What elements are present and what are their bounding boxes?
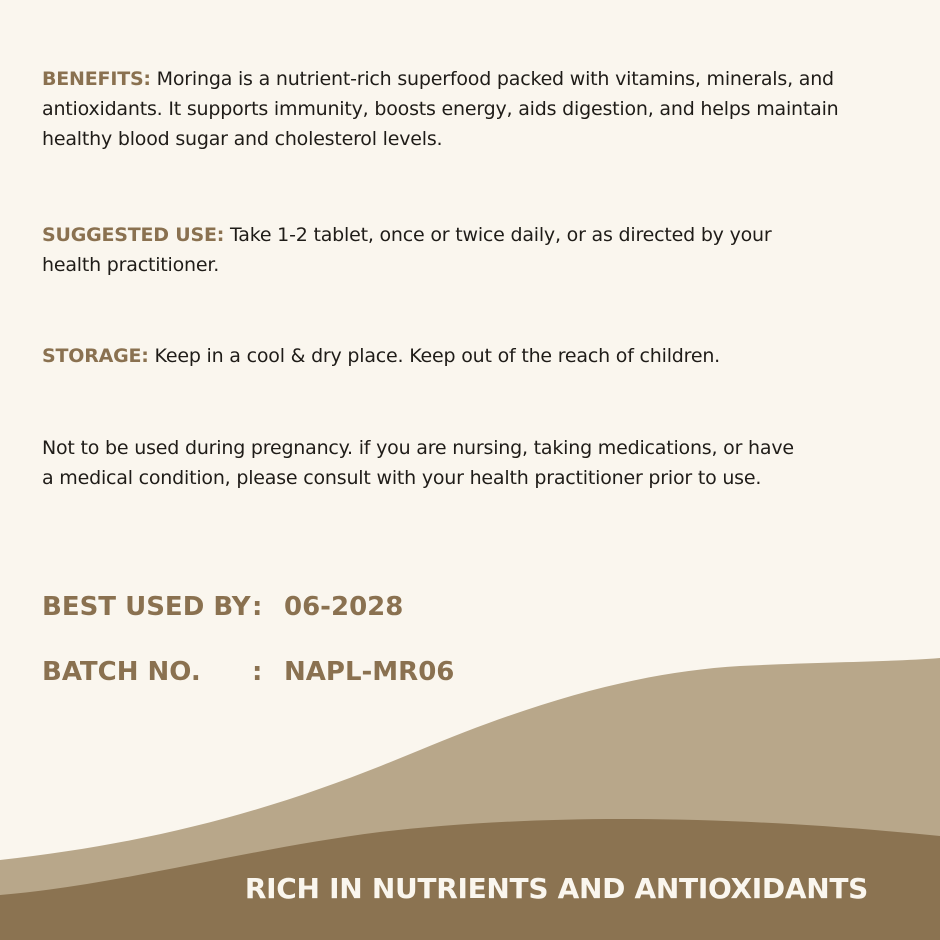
best-used-by-label: BEST USED BY [42,592,251,622]
suggested-use-paragraph [42,220,822,280]
suggested-use-text: Take 1-2 tablet, once or twice daily, or as directed by your health practitioner. [42,224,772,276]
batch-no-value: NAPL-MR06 [284,657,455,687]
warning-paragraph: Not to be used during pregnancy. if you are nursing, taking medications, or have a medical condition, please consult with your health practitioner prior to use. [42,437,794,489]
storage-paragraph [42,341,720,371]
suggested-use-label: SUGGESTED USE: [42,224,225,246]
benefits-paragraph [42,64,912,154]
best-used-by-row [42,592,403,622]
batch-no-row [42,657,454,687]
banner-tagline [0,872,940,905]
best-used-by-value: 06-2028 [284,592,404,622]
storage-text: Keep in a cool & dry place. Keep out of the reach of children. [148,345,721,367]
benefits-text: Moringa is a nutrient-rich superfood packed with vitamins, minerals, and antioxidants. It supports immunity, boosts energy, aids digestion, and helps maintain healthy blood sugar and cholesterol levels. [42,68,839,150]
benefits-label: BENEFITS: [42,68,151,90]
best-used-by-separator: : [252,592,263,622]
banner-text: RICH IN NUTRIENTS AND ANTIOXIDANTS [244,872,868,905]
batch-no-separator: : [252,657,263,687]
batch-no-label: BATCH NO. [42,657,201,687]
storage-label: STORAGE: [42,345,149,367]
